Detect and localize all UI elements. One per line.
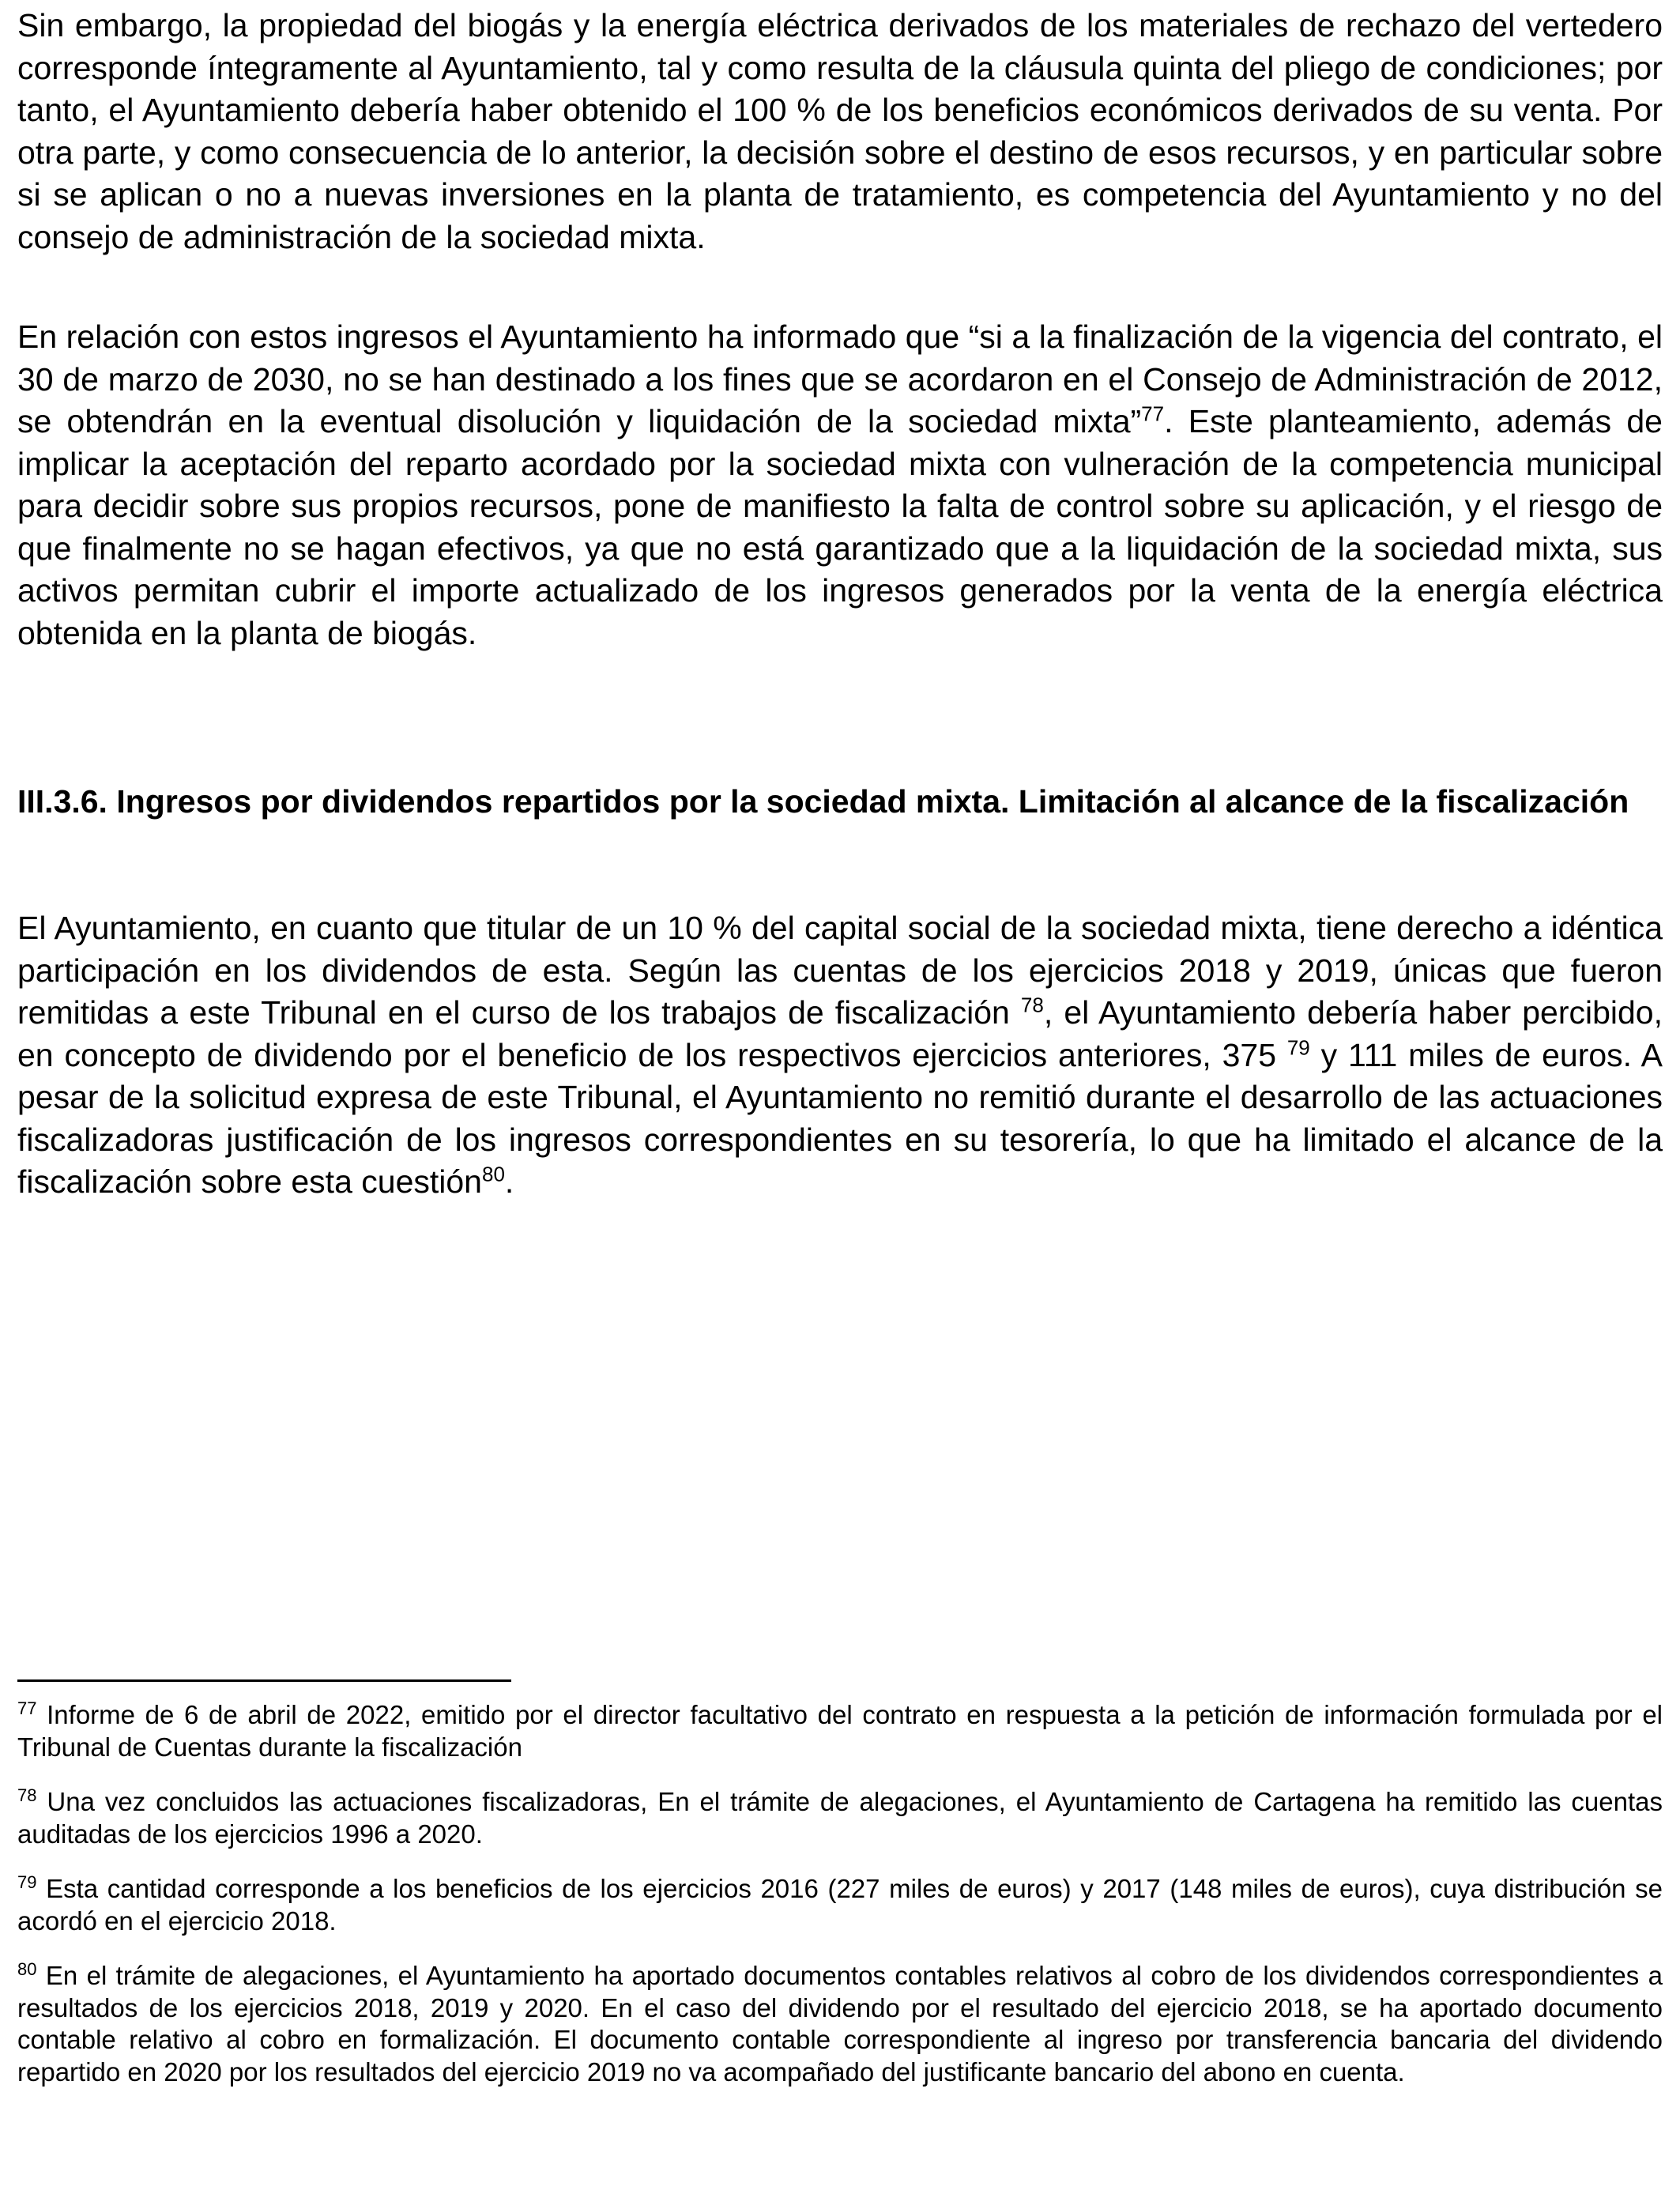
footnote-78 <box>17 1786 1663 1850</box>
footnote-text: Una vez concluidos las actuaciones fiscalizadoras, En el trámite de alegaciones, el Ayuntamiento de Cartagena ha remitido las cuentas auditadas de los ejercicios 1996 a 2020. <box>17 1787 1663 1849</box>
footnote-number: 79 <box>17 1872 37 1892</box>
paragraph-text: . Este planteamiento, además de implicar la aceptación del reparto acordado por la sociedad mixta con vulneración de la competencia municipal para decidir sobre sus propios recursos, pone de manifiesto la falta de control sobre su aplicación, y el riesgo de que finalmente no se hagan efectivos, ya que no está garantizado que a la liquidación de la sociedad mixta, sus activos permitan cubrir el importe actualizado de los ingresos generados por la venta de la energía eléctrica obtenida en la planta de biogás. <box>17 403 1663 651</box>
paragraph-text: En relación con estos ingresos el Ayuntamiento ha informado que “si a la finalización de la vigencia del contrato, el 30 de marzo de 2030, no se han destinado a los fines que se acordaron en el Consejo de Administración de 2012, se obtendrán en la eventual disolución y liquidación de la sociedad mixta” <box>17 319 1663 439</box>
footnote-number: 80 <box>17 1959 37 1979</box>
paragraph-biogas-ownership <box>17 5 1663 258</box>
footnote-reference-80[interactable]: 80 <box>481 1162 505 1186</box>
footnote-number: 78 <box>17 1785 37 1805</box>
paragraph-text: y 111 miles de euros. A pesar de la solicitud expresa de este Tribunal, el Ayuntamiento no remitió durante el desarrollo de las actuaciones fiscalizadoras justificación de los ingresos correspondientes en su tesorería, lo que ha limitado el alcance de la fiscalización sobre esta cuestión <box>17 1036 1663 1200</box>
footnote-80 <box>17 1960 1663 2088</box>
footnote-text: En el trámite de alegaciones, el Ayuntamiento ha aportado documentos contables relativos al cobro de los dividendos correspondientes a resultados de los ejercicios 2018, 2019 y 2020. En el caso del dividendo por el resultado del ejercicio 2018, se ha aportado documento contable relativo al cobro en formalización. El documento contable correspondiente al ingreso por transferencia bancaria del dividendo repartido en 2020 por los resultados del ejercicio 2019 no va acompañado del justificante bancario del abono en cuenta. <box>17 1961 1663 2087</box>
footnote-reference-77[interactable]: 77 <box>1141 401 1165 426</box>
paragraph-text: El Ayuntamiento, en cuanto que titular de un 10 % del capital social de la sociedad mixta, tiene derecho a idéntica participación en los dividendos de esta. Según las cuentas de los ejercicios 2018 y 2019, únicas que fueron remitidas a este Tribunal en el curso de los trabajos de fiscalización <box>17 910 1663 1031</box>
section-heading: III.3.6. Ingresos por dividendos repartidos por la sociedad mixta. Limitación al alcance de la fiscalización <box>17 783 1629 820</box>
paragraph-text: . <box>504 1163 514 1200</box>
paragraph-text: , el Ayuntamiento debería haber percibido, en concepto de dividendo por el beneficio de los respectivos ejercicios anteriores, 375 <box>17 994 1663 1073</box>
footnote-reference-79[interactable]: 79 <box>1286 1035 1310 1059</box>
footnote-number: 77 <box>17 1698 37 1718</box>
footnote-77 <box>17 1699 1663 1763</box>
footnote-separator <box>17 1679 511 1682</box>
paragraph-dividends <box>17 907 1663 1204</box>
footnote-79 <box>17 1873 1663 1937</box>
footnote-text: Informe de 6 de abril de 2022, emitido por el director facultativo del contrato en respuesta a la petición de información formulada por el Tribunal de Cuentas durante la fiscalización <box>17 1700 1663 1762</box>
paragraph-text: Sin embargo, la propiedad del biogás y la energía eléctrica derivados de los materiales de rechazo del vertedero corresponde íntegramente al Ayuntamiento, tal y como resulta de la cláusula quinta del pliego de condiciones; por tanto, el Ayuntamiento debería haber obtenido el 100 % de los beneficios económicos derivados de su venta. Por otra parte, y como consecuencia de lo anterior, la decisión sobre el destino de esos recursos, y en particular sobre si se aplican o no a nuevas inversiones en la planta de tratamiento, es competencia del Ayuntamiento y no del consejo de administración de la sociedad mixta. <box>17 7 1663 255</box>
footnote-reference-78[interactable]: 78 <box>1020 993 1044 1017</box>
paragraph-income-destination <box>17 316 1663 654</box>
footnote-text: Esta cantidad corresponde a los beneficios de los ejercicios 2016 (227 miles de euros) y 2017 (148 miles de euros), cuya distribución se acordó en el ejercicio 2018. <box>17 1874 1663 1936</box>
